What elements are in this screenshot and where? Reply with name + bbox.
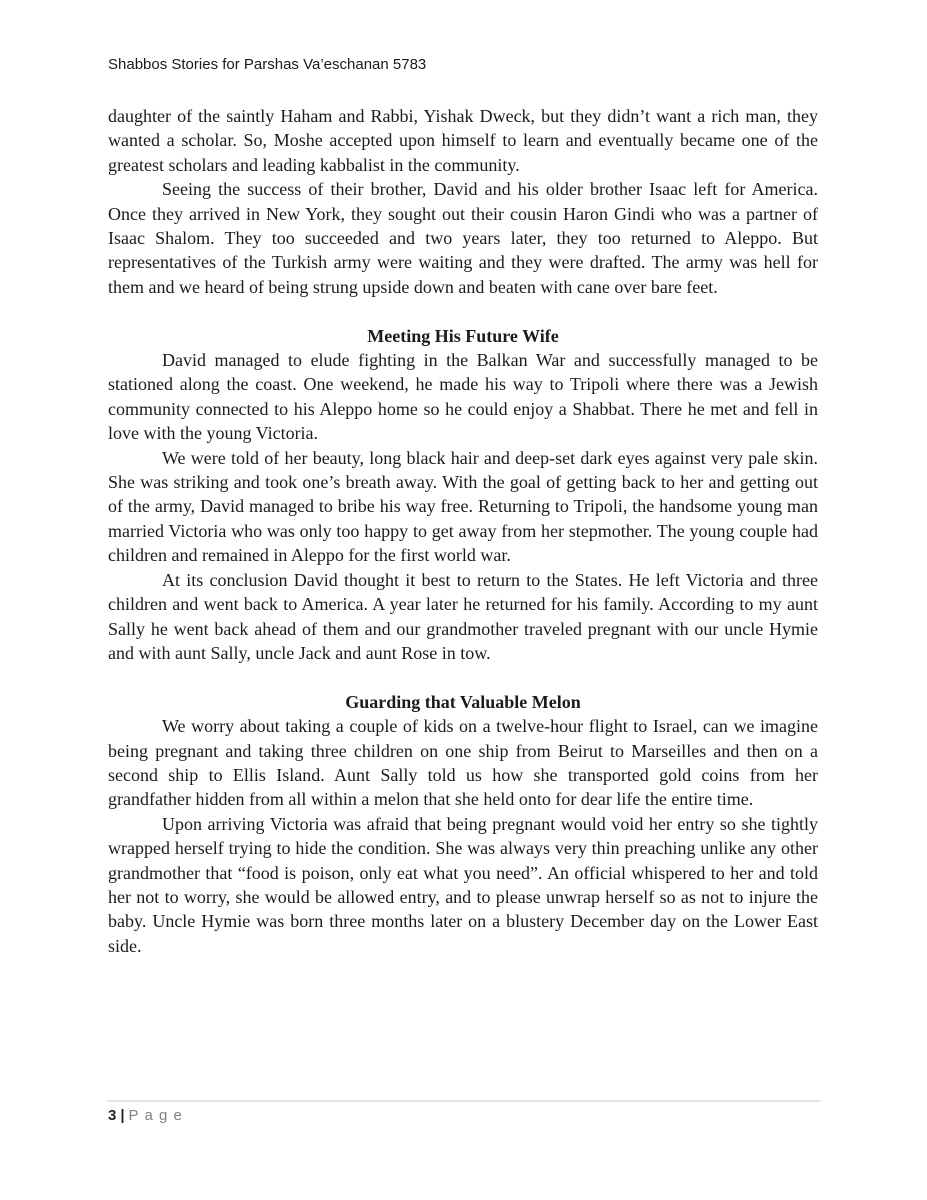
paragraph: Seeing the success of their brother, David and his older brother Isaac left for America. Once they arrived in New York, they sought out their cousin Haron Gindi who was a partner of Isaac Shalom. They too succeeded and two years later, they too returned to Aleppo. But representatives of the Turkish army were waiting and they were drafted. The army was hell for them and we heard of being strung upside down and beaten with cane over bare feet. (108, 179, 818, 297)
page-number: 3 (108, 1107, 117, 1124)
paragraph: David managed to elude fighting in the Balkan War and successfully managed to be stationed along the coast. One weekend, he made his way to Tripoli where there was a Jewish community connected to his Aleppo home so he could enjoy a Shabbat. There he met and fell in love with the young Victoria. (108, 350, 818, 444)
document-body (108, 104, 818, 958)
paragraph: We were told of her beauty, long black hair and deep-set dark eyes against very pale skin. She was striking and took one’s breath away. With the goal of getting back to her and getting out of the army, David managed to bribe his way free. Returning to Tripoli, the handsome young man married Victoria who was only too happy to get away from her stepmother. The young couple had children and remained in Aleppo for the first world war. (108, 447, 818, 566)
section-heading: Guarding that Valuable Melon (345, 691, 581, 712)
footer-separator: | (120, 1107, 125, 1124)
paragraph: We worry about taking a couple of kids on a twelve-hour flight to Israel, can we imagine being pregnant and taking three children on one ship from Beirut to Marseilles and then on a second ship to Ellis Island. Aunt Sally told us how she transported gold coins from her grandfather hidden from all within a melon that she held onto for dear life the entire time. (108, 716, 818, 810)
header-title: Shabbos Stories for Parshas Va’eschanan 5783 (108, 56, 427, 73)
page-header (108, 55, 426, 74)
footer-page-label: P a g e (128, 1107, 183, 1124)
paragraph: At its conclusion David thought it best to return to the States. He left Victoria and three children and went back to America. A year later he returned for his family. According to my aunt Sally he went back ahead of them and our grandmother traveled pregnant with our uncle Hymie and with aunt Sally, uncle Jack and aunt Rose in tow. (108, 569, 818, 663)
footer-divider (107, 1100, 820, 1102)
section-heading: Meeting His Future Wife (367, 325, 559, 346)
paragraph: Upon arriving Victoria was afraid that being pregnant would void her entry so she tightly wrapped herself trying to hide the condition. She was always very thin preaching unlike any other grandmother that “food is poison, only eat what you need”. An official whispered to her and told her not to worry, she would be allowed entry, and to please unwrap herself so as not to injure the baby. Uncle Hymie was born three months later on a blustery December day on the Lower East side. (108, 813, 818, 956)
paragraph: daughter of the saintly Haham and Rabbi, Yishak Dweck, but they didn’t want a rich man, they wanted a scholar. So, Moshe accepted upon himself to learn and eventually became one of the greatest scholars and leading kabbalist in the community. (108, 106, 818, 175)
page-footer (108, 1106, 183, 1125)
